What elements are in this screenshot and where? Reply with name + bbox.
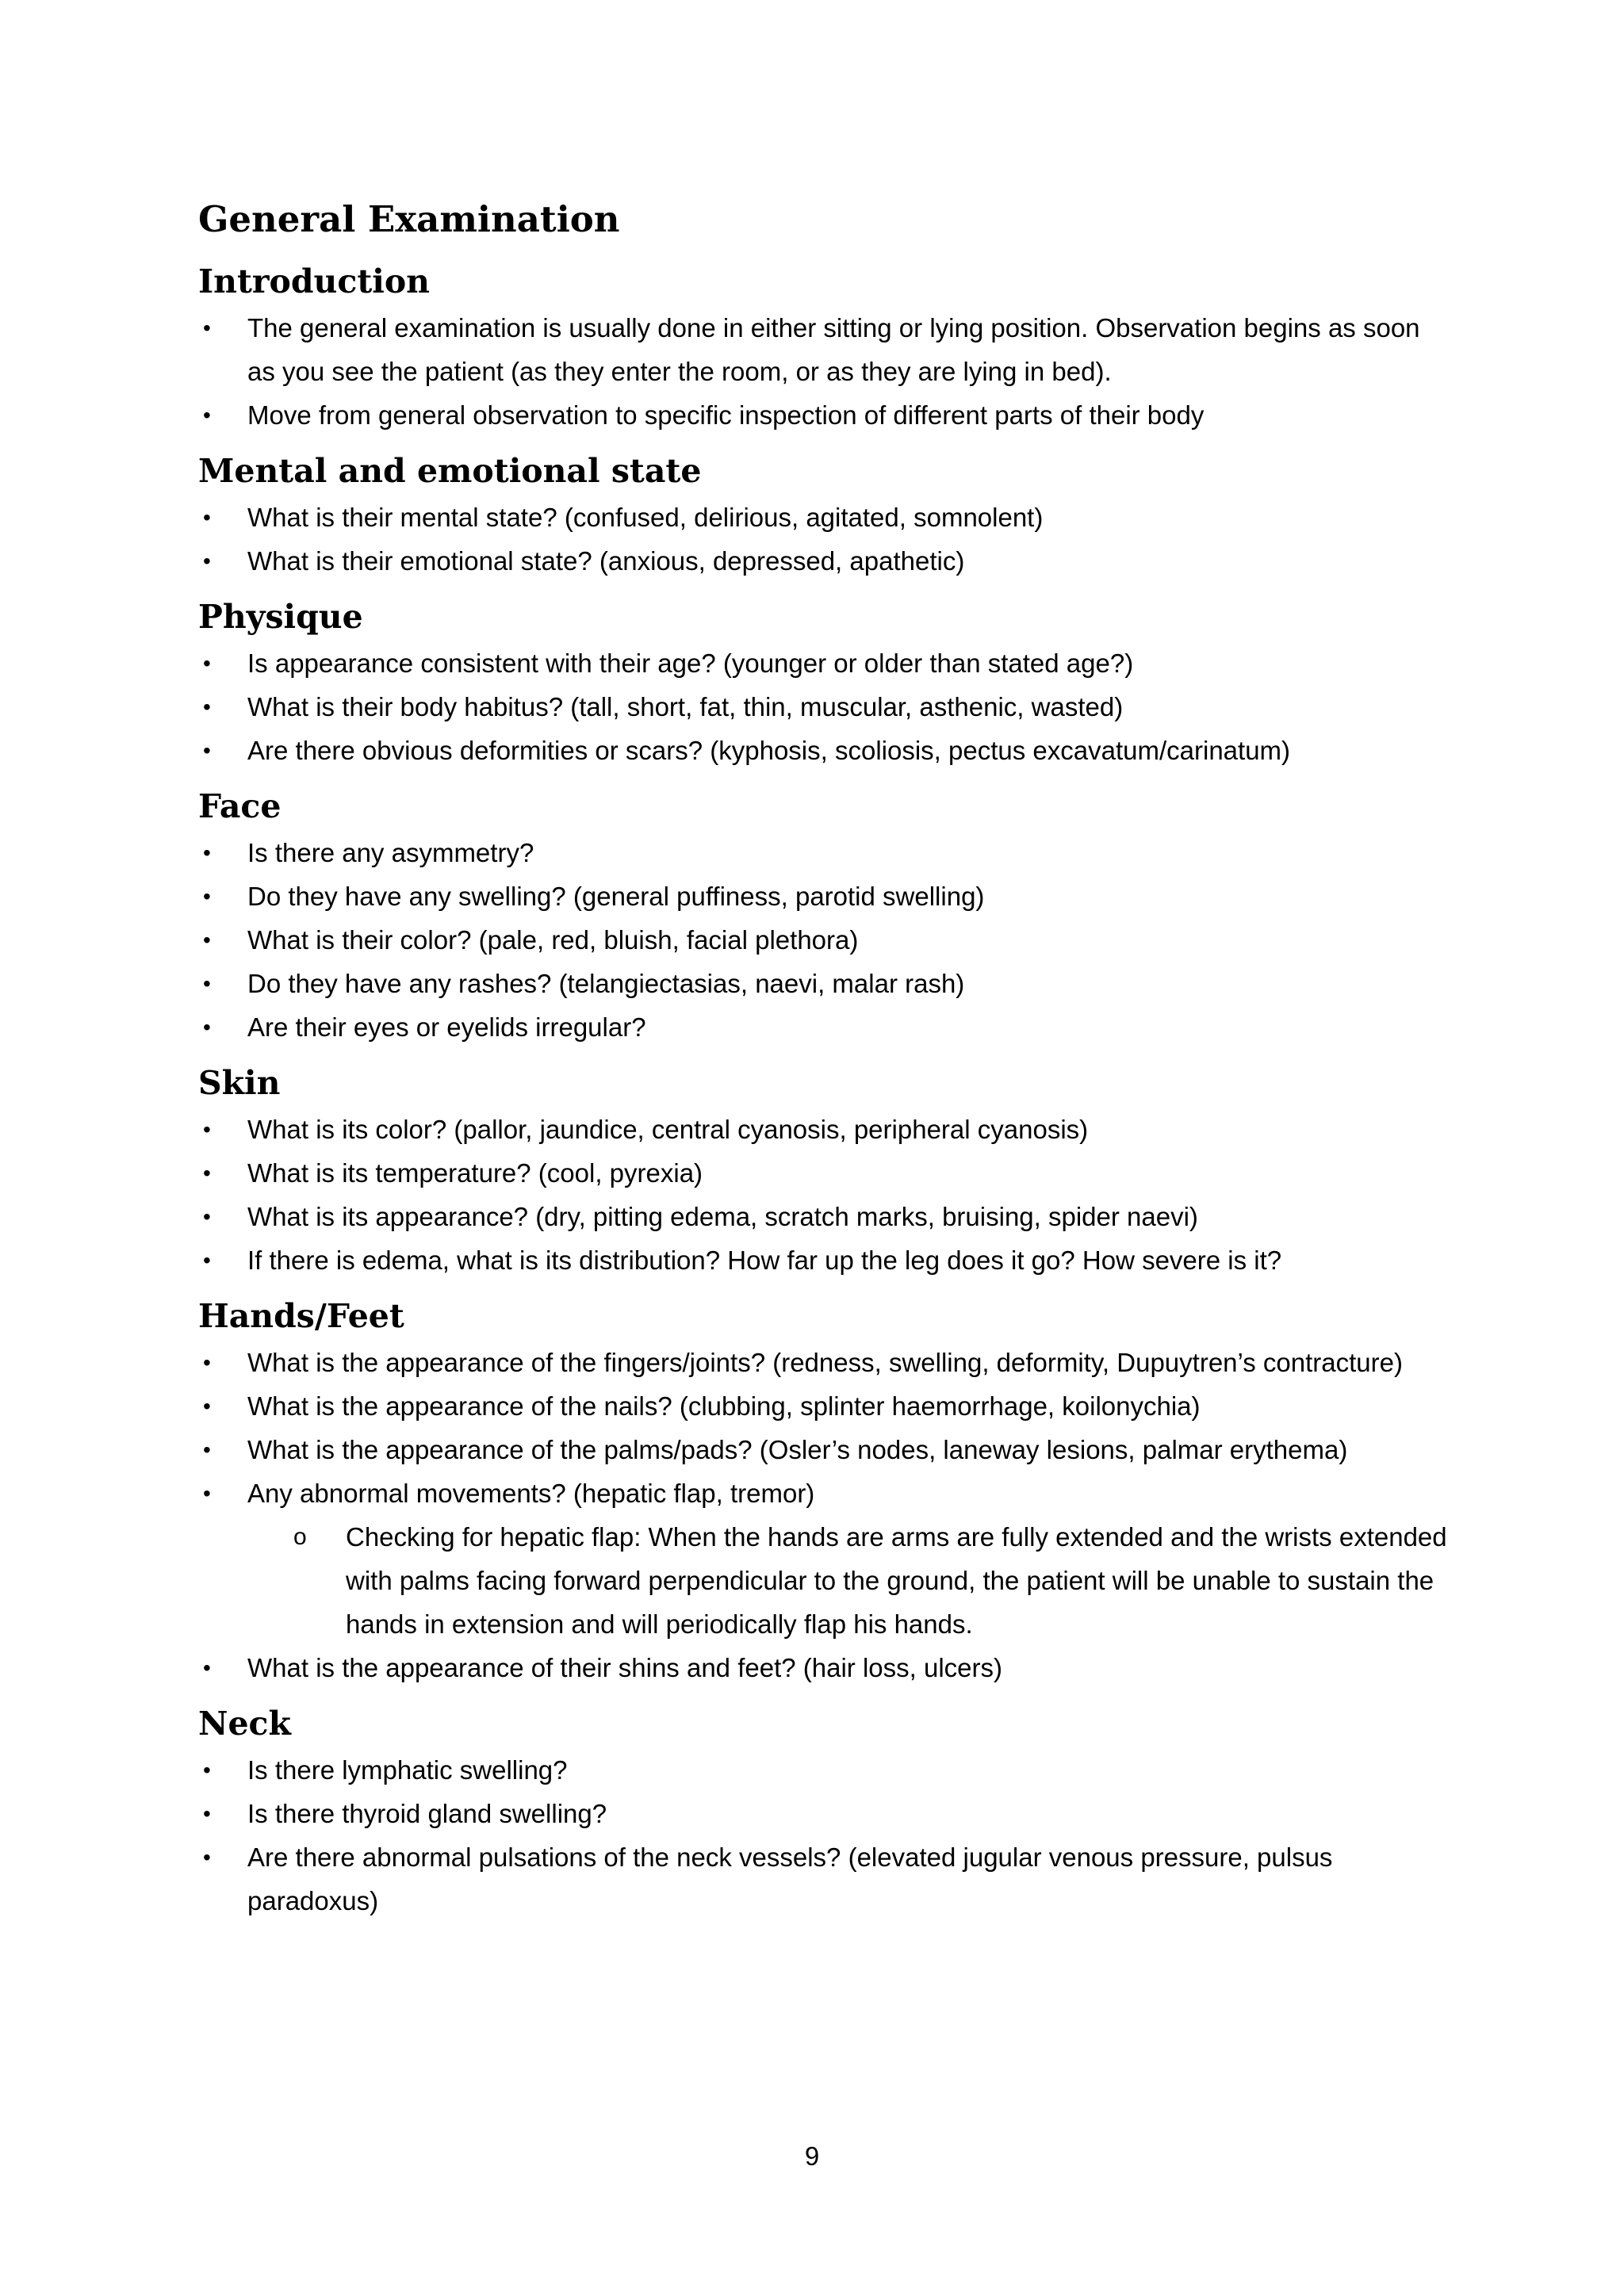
bullet-icon: • — [203, 1655, 211, 1680]
bullet-icon: • — [203, 1015, 211, 1039]
list-item — [198, 306, 1451, 393]
sub-list-item — [198, 1515, 1451, 1646]
list-item-text: Is there lymphatic swelling? — [247, 1755, 568, 1785]
list-item — [198, 685, 1451, 729]
section-heading: Skin — [198, 1064, 281, 1102]
bullet-list — [198, 1646, 1451, 1689]
list-item — [198, 1341, 1451, 1384]
bullet-icon: • — [203, 1481, 211, 1506]
section-skin — [198, 1062, 1451, 1282]
section-heading: Introduction — [198, 262, 430, 300]
page-title: General Examination — [198, 198, 620, 240]
section-face — [198, 785, 1451, 1049]
list-item-text: What is their body habitus? (tall, short, fat, thin, muscular, asthenic, wasted) — [247, 692, 1124, 721]
list-item-text: What is its appearance? (dry, pitting edema, scratch marks, bruising, spider naevi) — [247, 1202, 1198, 1231]
list-item — [198, 962, 1451, 1005]
list-item — [198, 641, 1451, 685]
bullet-icon: • — [203, 695, 211, 719]
bullet-icon: • — [203, 884, 211, 909]
list-item-text: Is there any asymmetry? — [247, 838, 534, 867]
bullet-icon: • — [203, 549, 211, 573]
list-item-text: What is their mental state? (confused, delirious, agitated, somnolent) — [247, 503, 1044, 532]
list-item-text: What is its temperature? (cool, pyrexia) — [247, 1158, 703, 1188]
bullet-icon: • — [203, 1117, 211, 1142]
section-heading: Physique — [198, 598, 363, 636]
list-item — [198, 831, 1451, 874]
bullet-icon: • — [203, 928, 211, 952]
bullet-icon: • — [203, 1394, 211, 1418]
sub-list-item-text: Checking for hepatic flap: When the hands are arms are fully extended and the wrists extended with palms facing forward perpendicular to the ground, the patient will be unable to sustain the hands in extension and will periodically flap his hands. — [346, 1522, 1447, 1639]
list-item-text: What is the appearance of the palms/pads? (Osler’s nodes, laneway lesions, palmar erythema) — [247, 1435, 1348, 1464]
section-heading: Face — [198, 787, 282, 825]
list-item-text: What is their color? (pale, red, bluish, facial plethora) — [247, 925, 859, 955]
list-item — [198, 918, 1451, 962]
section-heading: Mental and emotional state — [198, 452, 702, 490]
list-item — [198, 1238, 1451, 1282]
list-item-text: Are their eyes or eyelids irregular? — [247, 1012, 646, 1042]
section-heading: Hands/Feet — [198, 1297, 404, 1335]
list-item — [198, 874, 1451, 918]
list-item-text: Do they have any rashes? (telangiectasias, naevi, malar rash) — [247, 969, 965, 998]
bullet-icon: • — [203, 1801, 211, 1826]
page-number: 9 — [804, 2141, 820, 2171]
list-item — [198, 1748, 1451, 1792]
list-item — [198, 539, 1451, 583]
list-item — [198, 393, 1451, 437]
list-item — [198, 1792, 1451, 1835]
bullet-icon: • — [203, 1845, 211, 1869]
list-item — [198, 1195, 1451, 1238]
section-introduction — [198, 260, 1451, 437]
bullet-list — [198, 1341, 1451, 1515]
section-mental-emotional-state — [198, 450, 1451, 583]
list-item-text: What is their emotional state? (anxious, depressed, apathetic) — [247, 546, 965, 576]
bullet-icon: • — [203, 840, 211, 865]
bullet-icon: • — [203, 1161, 211, 1185]
bullet-icon: • — [203, 1350, 211, 1375]
bullet-icon: • — [203, 316, 211, 340]
list-item-text: What is the appearance of the fingers/joints? (redness, swelling, deformity, Dupuytren’s contracture) — [247, 1348, 1403, 1377]
list-item — [198, 1428, 1451, 1471]
section-neck — [198, 1702, 1451, 1923]
list-item-text: Do they have any swelling? (general puffiness, parotid swelling) — [247, 882, 985, 911]
bullet-icon: • — [203, 1437, 211, 1462]
list-item-text: What is its color? (pallor, jaundice, central cyanosis, peripheral cyanosis) — [247, 1115, 1089, 1144]
section-physique — [198, 595, 1451, 772]
list-item — [198, 1471, 1451, 1515]
bullet-list — [198, 1108, 1451, 1282]
bullet-icon: • — [203, 1248, 211, 1272]
list-item — [198, 729, 1451, 772]
list-item — [198, 1108, 1451, 1151]
section-heading: Neck — [198, 1705, 291, 1743]
page-content — [198, 192, 1451, 1923]
section-hands-feet — [198, 1295, 1451, 1689]
bullet-icon: • — [203, 651, 211, 675]
bullet-list — [198, 831, 1451, 1049]
bullet-list — [198, 641, 1451, 772]
list-item — [198, 1384, 1451, 1428]
list-item — [198, 1646, 1451, 1689]
list-item — [198, 1835, 1451, 1923]
bullet-icon: • — [203, 505, 211, 530]
list-item-text: Is appearance consistent with their age? (younger or older than stated age?) — [247, 649, 1134, 678]
sub-bullet-list — [198, 1515, 1451, 1646]
bullet-icon: • — [203, 971, 211, 996]
list-item-text: The general examination is usually done in either sitting or lying position. Observation begins as soon as you see the patient (as they enter the room, or as they are lying in bed). — [247, 313, 1420, 386]
bullet-icon: • — [203, 403, 211, 427]
bullet-list — [198, 1748, 1451, 1923]
list-item-text: If there is edema, what is its distribution? How far up the leg does it go? How severe is it? — [247, 1246, 1282, 1275]
list-item — [198, 1005, 1451, 1049]
list-item — [198, 1151, 1451, 1195]
list-item-text: Move from general observation to specific inspection of different parts of their body — [247, 400, 1205, 430]
list-item-text: What is the appearance of their shins and feet? (hair loss, ulcers) — [247, 1653, 1002, 1682]
bullet-icon: • — [203, 1204, 211, 1229]
list-item-text: What is the appearance of the nails? (clubbing, splinter haemorrhage, koilonychia) — [247, 1391, 1201, 1421]
bullet-list — [198, 306, 1451, 437]
bullet-icon: • — [203, 738, 211, 763]
list-item-text: Any abnormal movements? (hepatic flap, tremor) — [247, 1479, 815, 1508]
list-item — [198, 496, 1451, 539]
list-item-text: Is there thyroid gland swelling? — [247, 1799, 607, 1828]
bullet-list — [198, 496, 1451, 583]
list-item-text: Are there obvious deformities or scars? (kyphosis, scoliosis, pectus excavatum/carinatum) — [247, 736, 1291, 765]
list-item-text: Are there abnormal pulsations of the neck vessels? (elevated jugular venous pressure, pulsus paradoxus) — [247, 1843, 1333, 1915]
hollow-bullet-icon: o — [293, 1524, 307, 1550]
bullet-icon: • — [203, 1758, 211, 1782]
